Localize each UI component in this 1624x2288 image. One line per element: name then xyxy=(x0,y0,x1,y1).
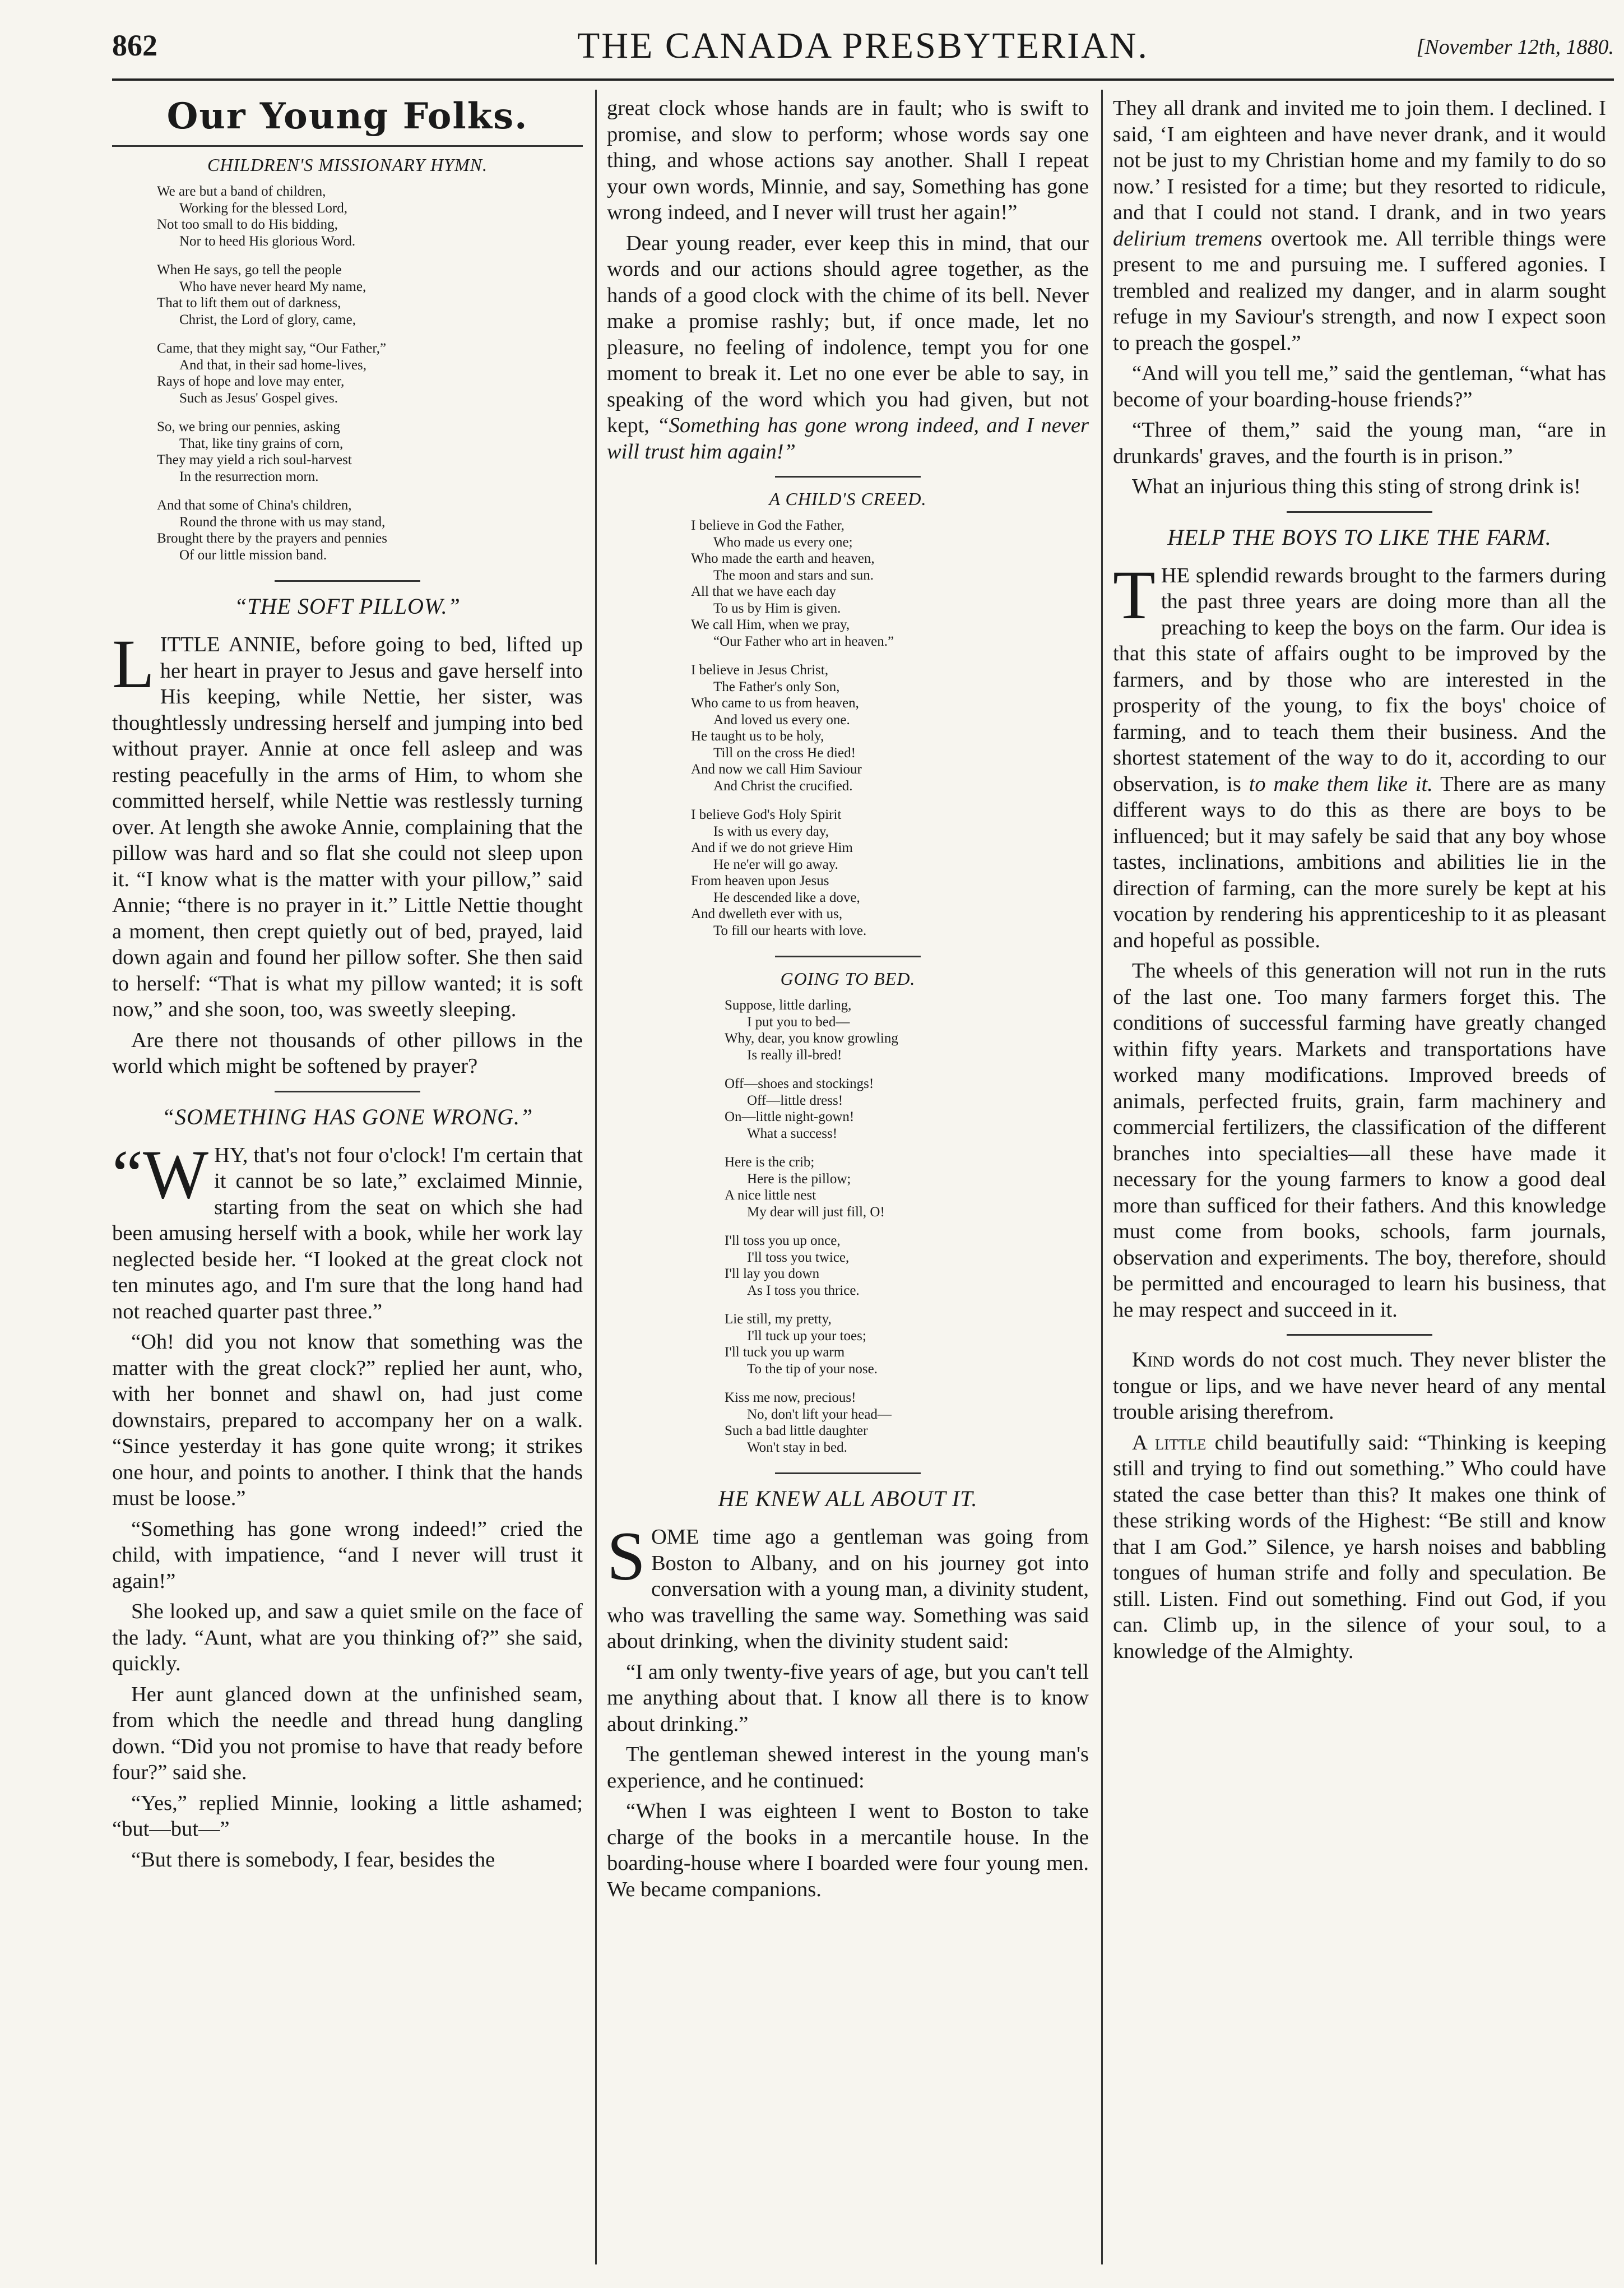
article-paragraph: “Oh! did you not know that something was the matter with the great clock?” replied her aunt, who, with her bonnet and shawl on, had just come downstairs, prepared to accompany her on a walk. “Since yesterday it has gone quite wrong; it strikes one hour, and points to another. I think that the hands must be loose.” xyxy=(112,1330,583,1510)
verse-line: I'll tuck you up warm xyxy=(725,1345,845,1360)
section-rule xyxy=(112,145,583,147)
verse-line: All that we have each day xyxy=(691,584,836,599)
verse-line: And now we call Him Saviour xyxy=(691,762,862,777)
verse-line: He descended like a dove, xyxy=(713,890,860,905)
article-separator xyxy=(275,1091,420,1092)
article-paragraph: “When I was eighteen I went to Boston to take charge of the books in a mercantile house. In the boarding-house where I boarded were four young men. We became companions. xyxy=(607,1799,1089,1901)
paragraph-italic: to make them like it. xyxy=(1249,772,1433,796)
creed-poem xyxy=(607,517,1089,939)
poem-title-bed: GOING TO BED. xyxy=(780,969,916,989)
stanza xyxy=(157,183,583,249)
verse-line: That to lift them out of darkness, xyxy=(157,295,341,311)
verse-line: Lie still, my pretty, xyxy=(725,1312,832,1327)
verse-line: I'll lay you down xyxy=(725,1266,820,1281)
small-caps-lead: Kind xyxy=(1132,1348,1175,1372)
article-paragraph xyxy=(1113,1430,1606,1665)
verse-line: No, don't lift your head— xyxy=(747,1406,892,1422)
verse-line: I'll toss you up once, xyxy=(725,1233,841,1248)
hymn-title: CHILDREN'S MISSIONARY HYMN. xyxy=(207,155,488,175)
verse-line: Came, that they might say, “Our Father,” xyxy=(157,341,387,356)
verse-line: Kiss me now, precious! xyxy=(725,1390,856,1405)
verse-line: To fill our hearts with love. xyxy=(713,923,867,938)
verse-line: Suppose, little darling, xyxy=(725,998,852,1013)
article-paragraph xyxy=(607,230,1089,465)
drop-cap: S xyxy=(607,1518,646,1595)
verse-line: Till on the cross He died! xyxy=(713,745,856,761)
verse-line: Rays of hope and love may enter, xyxy=(157,374,345,389)
article-paragraph xyxy=(112,1136,583,1325)
article-paragraph: Are there not thousands of other pillows in the world which might be softened by prayer? xyxy=(112,1028,583,1078)
article-paragraph: The wheels of this generation will not run in the ruts of the last one. Too many farmers forget this. The conditions of successful farming have greatly changed within fifty years. Markets and transportations have worked many modifications. Improved breeds of animals, perfected fruits, grain, farm machinery and commercial fertilizers, the classification of the different branches into specialties—all these have made it necessary for the young farmers to know a good deal more than sufficed for their fathers. And this knowledge must come from books, schools, farm journals, observation and experiments. The boy, therefore, should be permitted and encouraged to learn his business, that he may respect and succeed in it. xyxy=(1113,959,1606,1322)
column-divider xyxy=(595,90,597,2264)
article-separator xyxy=(1287,511,1432,513)
verse-line: Round the throne with us may stand, xyxy=(179,514,386,530)
article-paragraph: “Three of them,” said the young man, “are in drunkards' graves, and the fourth is in prison.” xyxy=(1113,418,1606,468)
verse-line: And Christ the crucified. xyxy=(713,778,853,794)
verse-line: Christ, the Lord of glory, came, xyxy=(179,312,356,327)
article-paragraph: great clock whose hands are in fault; who is swift to promise, and slow to perform; whose words say one thing, and whose actions say another. Shall I repeat your own words, Minnie, and say, Something has gone wrong indeed, and I never will trust her again!” xyxy=(607,96,1089,224)
verse-line: That, like tiny grains of corn, xyxy=(179,436,344,451)
drop-cap: L xyxy=(112,626,155,702)
article-paragraph xyxy=(1113,95,1606,356)
drop-cap: “W xyxy=(112,1136,209,1213)
stanza xyxy=(691,662,1089,794)
verse-line: Won't stay in bed. xyxy=(747,1439,847,1455)
verse-line: We are but a band of children, xyxy=(157,184,326,199)
hymn-poem xyxy=(112,183,583,563)
stanza xyxy=(725,1154,1089,1220)
verse-line: I believe in Jesus Christ, xyxy=(691,663,829,678)
newspaper-title: THE CANADA PRESBYTERIAN. xyxy=(577,25,1149,66)
paragraph-text: They all drank and invited me to join them. I declined. I said, ‘I am eighteen and have never drank, and it would not be just to my Christian home and my family to do so now.’ I resisted for a time; but they resorted to ridicule, and that I could not stand. I drank, and in two years xyxy=(1113,96,1606,224)
paragraph-text: A xyxy=(1132,1430,1155,1455)
page-number: 862 xyxy=(112,29,157,62)
paragraph-italic: delirium tremens xyxy=(1113,226,1263,251)
verse-line: I'll toss you twice, xyxy=(747,1249,850,1265)
article-paragraph: She looked up, and saw a quiet smile on the face of the lady. “Aunt, what are you thinking of?” she said, quickly. xyxy=(112,1600,583,1675)
verse-line: Off—shoes and stockings! xyxy=(725,1076,874,1091)
verse-line: The Father's only Son, xyxy=(713,679,840,694)
verse-line: He ne'er will go away. xyxy=(713,856,838,872)
verse-line: He taught us to be holy, xyxy=(691,729,824,744)
verse-line: Is with us every day, xyxy=(713,823,829,839)
stanza xyxy=(157,262,583,328)
verse-line: The moon and stars and sun. xyxy=(713,567,874,583)
stanza xyxy=(725,1233,1089,1299)
article-separator xyxy=(275,580,420,582)
verse-line: As I toss you thrice. xyxy=(747,1282,860,1298)
paragraph-text: overtook me. All terrible things were present to me and pursuing me. I suffered agonies. I trembled and realized my danger, and in alarm sought refuge in my Saviour's strength, and now I expect soon to preach the gospel.” xyxy=(1113,226,1606,355)
verse-line: And that some of China's children, xyxy=(157,498,352,513)
paragraph-text: HY, that's not four o'clock! I'm certain that it cannot be so late,” exclaimed Minnie, starting from the seat on which she had been amusing herself with a book, while her work lay neglected beside her. “I looked at the great clock not ten minutes ago, and I'm sure that the long hand had not reached quarter past three.” xyxy=(112,1143,583,1323)
stanza xyxy=(725,1390,1089,1456)
stanza xyxy=(691,517,1089,650)
article-paragraph xyxy=(607,1518,1089,1655)
article-paragraph xyxy=(1113,1347,1606,1425)
stanza xyxy=(157,419,583,485)
verse-line: To the tip of your nose. xyxy=(747,1361,878,1377)
verse-line: I believe in God the Father, xyxy=(691,518,845,533)
verse-line: And dwelleth ever with us, xyxy=(691,906,843,921)
masthead-rule xyxy=(112,78,1614,81)
paragraph-text: Dear young reader, ever keep this in mind, that our words and our actions should agree together, as the hands of a good clock with the chime of its bell. Never make a promise rashly; but, if once made, let no pleasure, no feeling of indolence, tempt you for one moment to break it. Let no one ever be able to say, in speaking of the word which you had given, but not kept, xyxy=(607,231,1089,437)
verse-line: Working for the blessed Lord, xyxy=(179,200,347,216)
column-2 xyxy=(607,95,1089,2264)
column-divider xyxy=(1101,90,1103,2264)
article-title-farm: HELP THE BOYS TO LIKE THE FARM. xyxy=(1167,524,1552,550)
verse-line: We call Him, when we pray, xyxy=(691,617,850,632)
verse-line: A nice little nest xyxy=(725,1188,816,1203)
article-separator xyxy=(775,476,921,478)
article-paragraph: “Yes,” replied Minnie, looking a little ashamed; “but—but—” xyxy=(112,1791,583,1841)
article-paragraph: The gentleman shewed interest in the young man's experience, and he continued: xyxy=(607,1743,1089,1793)
verse-line: Who have never heard My name, xyxy=(179,279,366,294)
verse-line: Such as Jesus' Gospel gives. xyxy=(179,390,338,406)
article-paragraph xyxy=(112,626,583,1023)
paragraph-text: ITTLE ANNIE, before going to bed, lifted up her heart in prayer to Jesus and gave herself into His keeping, while Nettie, her sister, was thoughtlessly undressing herself and jumping into bed without prayer. Annie at once fell asleep and was resting peacefully in the arms of Him, to whom she committed herself, while Nettie was restlessly turning over. At length she awoke Annie, complaining that the pillow was hard and so flat she could not sleep upon it. “I know what is the matter with your pillow,” said Annie; “there is no prayer in it.” Little Nettie thought a moment, then crept quietly out of bed, prayed, laid down again and found her pillow softer. She then said to herself: “That is what my pillow wanted; it is soft now,” and she soon, too, was sweetly sleeping. xyxy=(112,633,583,1021)
verse-line: I'll tuck up your toes; xyxy=(747,1328,866,1344)
verse-line: So, we bring our pennies, asking xyxy=(157,419,341,434)
paragraph-text: HE splendid rewards brought to the farmers during the past three years are doing more than all the preaching to keep the boys on the farm. Our idea is that this state of affairs ought to be improved by the farmers, and by those who are interested in the prosperity of the young, to fix the boys' choice of farming, and to teach them their business. And the shortest statement of the way to do it, according to our observation, is xyxy=(1113,563,1606,796)
article-paragraph: “But there is somebody, I fear, besides the xyxy=(131,1847,495,1872)
verse-line: Off—little dress! xyxy=(747,1092,843,1108)
paragraph-text: child beautifully said: “Thinking is keeping still and trying to find out something.” Who could have stated the case better than this? It makes one think of these striking words of the Highest: “Be still and know that I am God.” Silence, ye harsh noises and babbling tongues of human strife and folly and speculation. Be still. Listen. Find out something. Find out God, if you can. Climb up, in the silence of your soul, to a knowledge of the Almighty. xyxy=(1113,1430,1606,1663)
article-separator xyxy=(775,1472,921,1474)
newspaper-page xyxy=(112,22,1614,2276)
article-paragraph xyxy=(1113,556,1606,954)
verse-line: Not too small to do His bidding, xyxy=(157,217,338,232)
column-3 xyxy=(1113,95,1606,2264)
drop-cap: T xyxy=(1113,556,1156,633)
verse-line: My dear will just fill, O! xyxy=(747,1204,885,1220)
verse-line: To us by Him is given. xyxy=(713,600,841,616)
verse-line: What a success! xyxy=(747,1126,838,1141)
verse-line: Brought there by the prayers and pennies xyxy=(157,531,387,546)
article-separator xyxy=(1287,1334,1432,1336)
verse-line: Nor to heed His glorious Word. xyxy=(179,233,356,249)
verse-line: And if we do not grieve Him xyxy=(691,840,853,855)
paragraph-text: words do not cost much. They never blister the tongue or lips, and we have never heard of any mental trouble arising therefrom. xyxy=(1113,1348,1606,1424)
article-paragraph: Her aunt glanced down at the unfinished seam, from which the needle and thread hung dangling down. “Did you not promise to have that ready before four?” said she. xyxy=(112,1682,583,1784)
stanza xyxy=(725,1076,1089,1142)
verse-line: Is really ill-bred! xyxy=(747,1047,842,1063)
verse-line: And that, in their sad home-lives, xyxy=(179,357,366,373)
article-paragraph: “And will you tell me,” said the gentleman, “what has become of your boarding-house friends?” xyxy=(1113,362,1606,411)
verse-line: Who came to us from heaven, xyxy=(691,696,859,711)
section-title: Our Young Folks. xyxy=(166,95,528,137)
verse-line: I put you to bed— xyxy=(747,1014,850,1030)
paragraph-text: OME time ago a gentleman was going from Boston to Albany, and on his journey got into conversation with a young man, a divinity student, who was travelling the same way. Something was said about drinking, when the divinity student said: xyxy=(607,1525,1089,1653)
verse-line: Who made us every one; xyxy=(713,534,853,550)
verse-line: From heaven upon Jesus xyxy=(691,873,829,888)
masthead xyxy=(112,22,1614,84)
article-paragraph: “I am only twenty-five years of age, but you can't tell me anything about that. I know all there is to know about drinking.” xyxy=(607,1660,1089,1736)
verse-line: On—little night-gown! xyxy=(725,1109,855,1124)
bed-poem xyxy=(607,997,1089,1456)
verse-line: Such a bad little daughter xyxy=(725,1423,868,1438)
verse-line: Here is the pillow; xyxy=(747,1171,851,1187)
paragraph-italic: “Something has gone wrong indeed, and I never will trust him again!” xyxy=(607,414,1089,464)
verse-line: I believe God's Holy Spirit xyxy=(691,807,842,822)
column-1 xyxy=(112,95,583,2264)
verse-line: “Our Father who art in heaven.” xyxy=(713,633,894,649)
article-separator xyxy=(775,956,921,957)
verse-line: Who made the earth and heaven, xyxy=(691,551,875,566)
paragraph-text: There are as many different ways to do this as there are boys to be influenced; but it may safely be said that any boy whose tastes, inclinations, ambitions and abilities lie in the direction of farming, can the more surely be kept at his vocation by rendering his apprenticeship to it as pleasant and hopeful as possible. xyxy=(1113,772,1606,952)
stanza xyxy=(725,1311,1089,1377)
issue-date: [November 12th, 1880. xyxy=(1416,35,1614,59)
article-paragraph: “Something has gone wrong indeed!” cried the child, with impatience, “and I never will trust it again!” xyxy=(112,1517,583,1593)
article-title-knew: HE KNEW ALL ABOUT IT. xyxy=(718,1486,978,1511)
verse-line: In the resurrection morn. xyxy=(179,469,319,484)
article-title-soft-pillow: “THE SOFT PILLOW.” xyxy=(234,594,461,619)
small-caps-lead: little xyxy=(1154,1430,1207,1455)
poem-title-creed: A CHILD'S CREED. xyxy=(769,489,927,509)
stanza xyxy=(691,807,1089,939)
stanza xyxy=(157,340,583,406)
article-title-gone-wrong: “SOMETHING HAS GONE WRONG.” xyxy=(161,1104,533,1129)
stanza xyxy=(157,497,583,563)
article-paragraph: What an injurious thing this sting of strong drink is! xyxy=(1132,475,1581,498)
verse-line: They may yield a rich soul-harvest xyxy=(157,452,352,467)
verse-line: Here is the crib; xyxy=(725,1155,815,1170)
verse-line: When He says, go tell the people xyxy=(157,262,342,277)
verse-line: Why, dear, you know growling xyxy=(725,1031,898,1046)
verse-line: Of our little mission band. xyxy=(179,547,327,563)
stanza xyxy=(725,997,1089,1063)
verse-line: And loved us every one. xyxy=(713,712,850,728)
